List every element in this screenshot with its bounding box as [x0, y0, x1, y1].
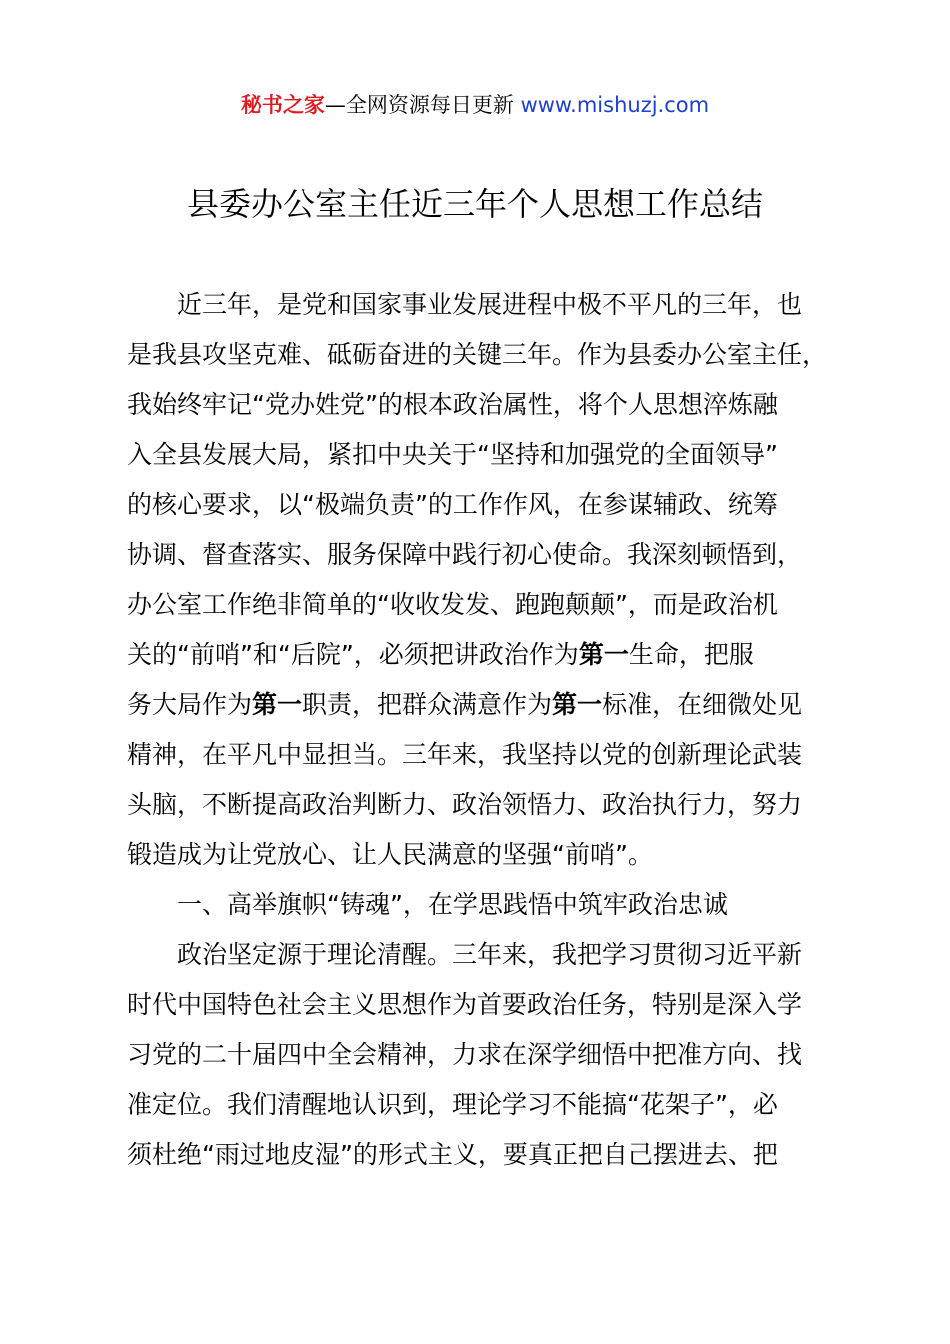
- text-line: 我始终牢记“党办姓党”的根本政治属性，将个人思想淬炼融: [127, 390, 778, 419]
- text-line: 近三年，是党和国家事业发展进程中极不平凡的三年，也: [177, 290, 803, 319]
- text-line: 精神，在平凡中显担当。三年来，我坚持以党的创新理论武装: [127, 740, 803, 769]
- site-header: [0, 88, 950, 122]
- brand-name: 秘书之家: [240, 93, 325, 117]
- text-run: 务大局作为: [127, 690, 253, 719]
- text-line: 时代中国特色社会主义思想作为首要政治任务，特别是深入学: [127, 990, 803, 1019]
- text-run: 生命，把服: [628, 640, 754, 669]
- text-line: 准定位。我们清醒地认识到，理论学习不能搞“花架子”，必: [127, 1090, 778, 1119]
- document-title: 县委办公室主任近三年个人思想工作总结: [186, 185, 763, 223]
- text-run: 标准，在细微处见: [602, 690, 803, 719]
- text-line: [127, 630, 833, 680]
- section-heading: [127, 880, 833, 930]
- paragraph-intro: [127, 280, 833, 880]
- section-heading-text: 一、高举旗帜“铸魂”，在学思践悟中筑牢政治忠诚: [177, 890, 728, 919]
- text-line: [127, 680, 833, 730]
- text-line: 入全县发展大局，紧扣中央关于“坚持和加强党的全面领导”: [127, 440, 778, 469]
- header-tagline: —全网资源每日更新: [324, 93, 521, 117]
- emphasis-text: 第一: [252, 690, 303, 719]
- text-line: 协调、督查落实、服务保障中践行初心使命。我深刻顿悟到，: [127, 540, 803, 569]
- text-line: 政治坚定源于理论清醒。三年来，我把学习贯彻习近平新: [177, 940, 803, 969]
- emphasis-text: 第一: [552, 690, 603, 719]
- text-line: 的核心要求，以“极端负责”的工作作风，在参谋辅政、统筹: [127, 490, 778, 519]
- site-url-link[interactable]: www.mishuzj.com: [520, 93, 710, 117]
- text-line: 习党的二十届四中全会精神，力求在深学细悟中把准方向、找: [127, 1040, 803, 1069]
- paragraph-section1: [127, 930, 833, 1180]
- text-line: 是我县攻坚克难、砥砺奋进的关键三年。作为县委办公室主任，: [127, 340, 828, 369]
- text-line: 须杜绝“雨过地皮湿”的形式主义，要真正把自己摆进去、把: [127, 1140, 778, 1169]
- text-run: 职责，把群众满意作为: [302, 690, 553, 719]
- text-line: 头脑，不断提高政治判断力、政治领悟力、政治执行力，努力: [127, 790, 803, 819]
- text-run: 关的“前哨”和“后院”，必须把讲政治作为: [127, 640, 579, 669]
- text-line: 锻造成为让党放心、让人民满意的坚强“前哨”。: [127, 840, 653, 869]
- text-line: 办公室工作绝非简单的“收收发发、跑跑颠颠”，而是政治机: [127, 590, 778, 619]
- emphasis-text: 第一: [578, 640, 629, 669]
